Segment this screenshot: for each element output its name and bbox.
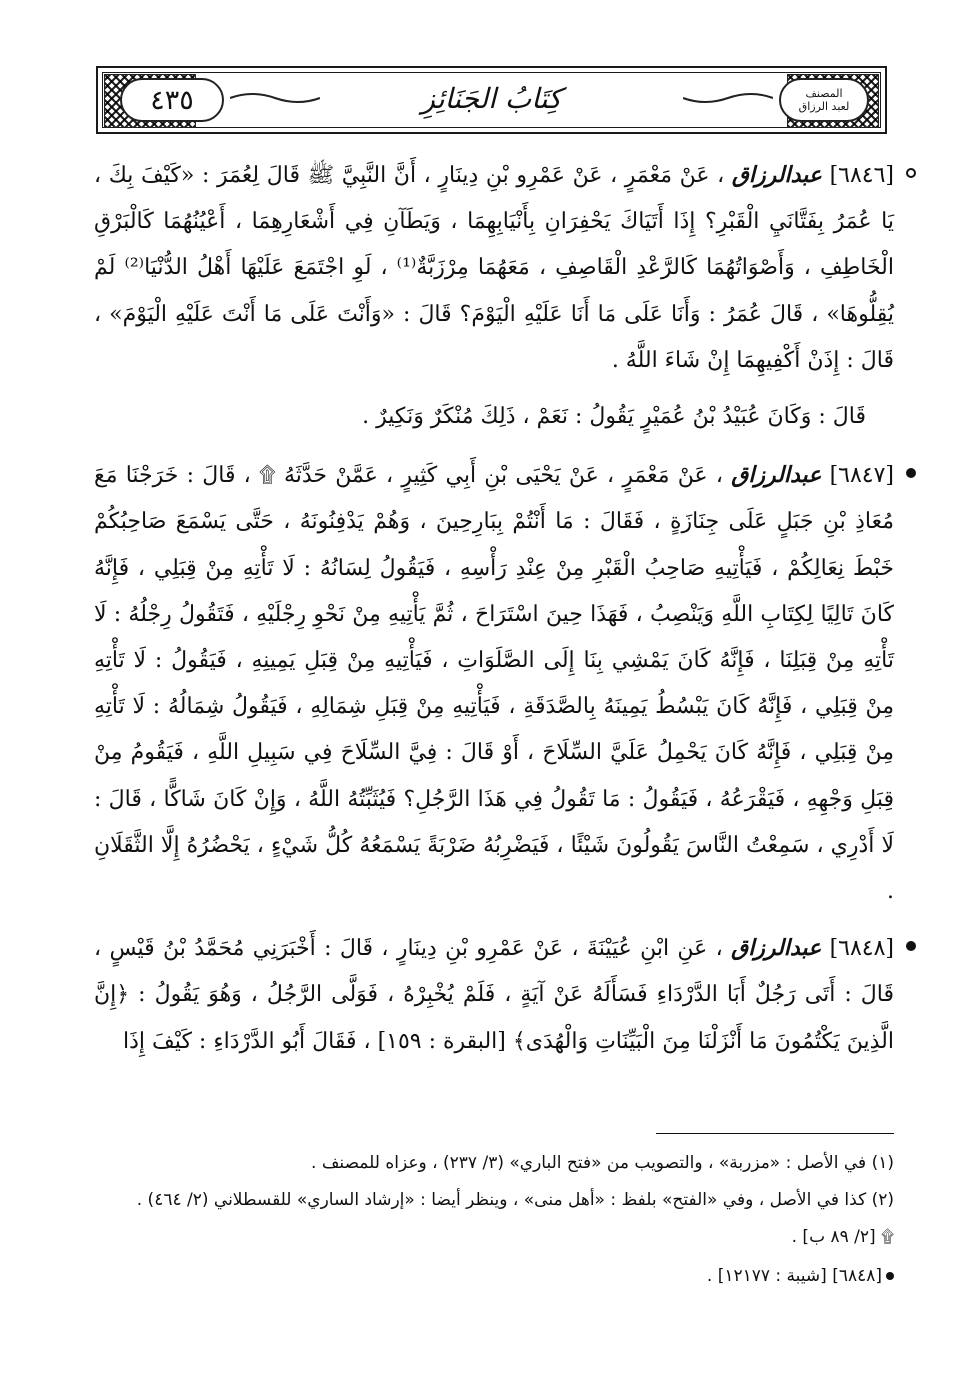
- flourish-right-icon: [683, 90, 773, 106]
- hadith-note: قَالَ : وَكَانَ عُبَيْدُ بْنُ عُمَيْرٍ يَقُولُ : نَعَمْ ، ذَلِكَ مُنْكَرٌ وَنَكِيرٌ .: [362, 404, 866, 430]
- hadith-text: ، عَنْ مَعْمَرٍ ، عَنْ عَمْرِو بْنِ دِينَارٍ ، أَنَّ النَّبِيَّ ﷺ قَالَ لِعُمَرَ : «كَيْفَ بِكَ ، يَا عُمَرُ بِفَتَّانَيِ الْقَبْرِ؟ إِذَا أَتَيَاكَ يَحْفِرَانِ بِأَنْيَابِهِمَا ، وَيَطَآنِ فِي أَشْعَارِهِمَا ، أَعْيُنُهُمَا كَالْبَرْقِ الْخَاطِفِ ، وَأَصْوَاتُهُمَا كَالرَّعْدِ الْقَاصِفِ ، مَعَهُمَا مِرْزَبَّةٌ⁽¹⁾ ، لَوِ اجْتَمَعَ عَلَيْهَا أَهْلُ الدُّنْيَا⁽²⁾ لَمْ يُقِلُّوهَا» ، قَالَ عُمَرُ : وَأَنَا عَلَى مَا أَنَا عَلَيْهِ الْيَوْمَ؟ قَالَ : «وَأَنْتَ عَلَى مَا أَنْتَ عَلَيْهِ الْيَوْمَ» ، قَالَ : إِذَنْ أَكْفِيهِمَا إِنْ شَاءَ اللَّهُ .: [94, 163, 894, 373]
- hadith-number: [٦٨٤٦]: [829, 163, 895, 188]
- title-band: [322, 78, 661, 118]
- filled-circle-icon: [906, 941, 916, 951]
- hadith-entry: [94, 925, 894, 1065]
- hadith-number: [٦٨٤٧]: [829, 463, 895, 489]
- hadith-number: [٦٨٤٨]: [829, 936, 895, 962]
- footnote: ۩ [٢/ ٨٩ ب] .: [791, 1227, 894, 1247]
- footnote-divider: [656, 1133, 894, 1134]
- book-title: كِتَابُ الجَنَائِزِ: [421, 81, 562, 115]
- page-header: [96, 66, 887, 134]
- narrator-name: عبدالرزاق: [731, 935, 822, 962]
- hadith-text: ، عَنْ مَعْمَرٍ ، عَنْ يَحْيَى بْنِ أَبِي كَثِيرٍ ، عَمَّنْ حَدَّثَهُ ۩ ، قَالَ : خَرَجْنَا مَعَ مُعَاذِ بْنِ جَبَلٍ عَلَى جِنَازَةٍ ، فَقَالَ : مَا أَنْتُمْ بِبَارِحِينَ ، وَهُمْ يَدْفِنُونَهُ ، حَتَّى يَسْمَعَ صَاحِبُكُمْ خَبْطَ نِعَالِكُمْ ، فَيَأْتِيهِ صَاحِبُ الْقَبْرِ مِنْ عِنْدِ رَأْسِهِ ، فَيَقُولُ لِسَانُهُ : لَا تَأْتِهِ مِنْ قِبَلِي ، فَإِنَّهُ كَانَ تَالِيًا لِكِتَابِ اللَّهِ وَيَنْصِبُ ، فَهَذَا حِينَ اسْتَرَاحَ ، ثُمَّ يَأْتِيهِ مِنْ نَحْوِ رِجْلَيْهِ ، فَتَقُولُ رِجْلُهُ : لَا تَأْتِهِ مِنْ قِبَلِنَا ، فَإِنَّهُ كَانَ يَمْشِي بِنَا إِلَى الصَّلَوَاتِ ، فَيَأْتِيهِ مِنْ قِبَلِ يَمِينِهِ ، فَيَقُولُ : لَا تَأْتِهِ مِنْ قِبَلِي ، فَإِنَّهُ كَانَ يَبْسُطُ يَمِينَهُ بِالصَّدَقَةِ ، فَيَأْتِيهِ مِنْ قِبَلِ شِمَالِهِ ، فَيَقُولُ شِمَالُهُ : لَا تَأْتِهِ مِنْ قِبَلِي ، فَإِنَّهُ كَانَ يَحْمِلُ عَلَيَّ السِّلَاحَ ، أَوْ قَالَ : فِيَّ السِّلَاحَ فِي سَبِيلِ اللَّهِ ، فَيَقُومُ مِنْ قِبَلِ وَجْهِهِ ، فَيَقْرَعُهُ ، فَيَقُولُ : مَا تَقُولُ فِي هَذَا الرَّجُلِ؟ فَيُثَبِّتُهُ اللَّهُ ، وَإِنْ كَانَ شَاكًّا ، قَالَ : لَا أَدْرِي ، سَمِعْتُ النَّاسَ يَقُولُونَ شَيْئًا ، فَيَضْرِبُهُ ضَرْبَةً يَسْمَعُهُ كُلُّ شَيْءٍ ، يَحْضُرُهُ إِلَّا الثَّقَلَانِ .: [94, 463, 894, 905]
- footnote-reference: [٦٨٤٨] [شيبة : ١٢١٧٧] .: [94, 1266, 894, 1286]
- book-logo-text: المصنف لعبد الرزاق: [798, 87, 850, 113]
- main-text: [94, 152, 894, 1075]
- narrator-name: عبدالرزاق: [731, 162, 822, 188]
- open-circle-icon: [906, 168, 916, 178]
- footnote: (٢) كذا في الأصل ، وفي «الفتح» بلفظ : «أهل منى» ، وينظر أيضا : «إرشاد الساري» للقسطلاني (٢/ ٤٦٤) .: [136, 1190, 894, 1210]
- page-number-cartouche: [120, 78, 224, 122]
- hadith-entry: [94, 452, 894, 915]
- flourish-left-icon: [230, 90, 320, 106]
- book-logo: [779, 78, 869, 122]
- narrator-name: عبدالرزاق: [731, 462, 822, 489]
- footnote: (١) في الأصل : «مزربة» ، والتصويب من «فتح الباري» (٣/ ٢٣٧) ، وعزاه للمصنف .: [311, 1153, 894, 1173]
- page-number: ٤٣٥: [150, 84, 194, 116]
- filled-circle-icon: [906, 468, 916, 478]
- hadith-text: ، عَنِ ابْنِ عُيَيْنَةَ ، عَنْ عَمْرِو بْنِ دِينَارٍ ، قَالَ : أَخْبَرَنِي مُحَمَّدُ بْنُ قَيْسٍ ، قَالَ : أَتَى رَجُلٌ أَبَا الدَّرْدَاءِ فَسَأَلَهُ عَنْ آيَةٍ ، فَلَمْ يُخْبِرْهُ ، فَوَلَّى الرَّجُلُ ، وَهُوَ يَقُولُ : ﴿إِنَّ الَّذِينَ يَكْتُمُونَ مَا أَنْزَلْنَا مِنَ الْبَيِّنَاتِ وَالْهُدَى﴾ [البقرة : ١٥٩] ، فَقَالَ أَبُو الدَّرْدَاءِ : كَيْفَ إِذَا: [94, 936, 894, 1054]
- hadith-entry: [94, 152, 894, 384]
- filled-circle-icon: [886, 1272, 894, 1280]
